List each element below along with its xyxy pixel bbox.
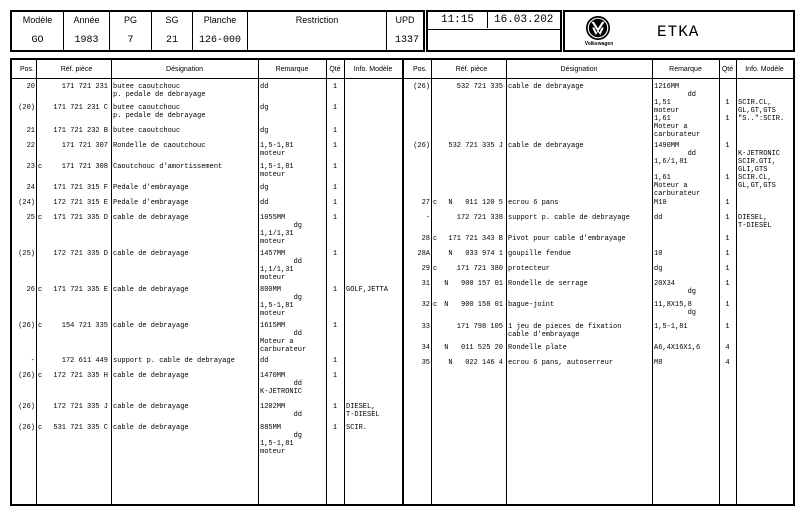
row-qte: 1 (332, 83, 338, 91)
left-header-info[interactable]: Info. Modèle (353, 66, 393, 73)
row-ref[interactable]: 532 721 335 J (448, 142, 503, 150)
row-pos: 26 (26, 286, 35, 294)
row-designation: cable de debrayage (113, 403, 189, 411)
row-pos: (26) (413, 83, 430, 91)
row-pos: 24 (26, 184, 35, 192)
row-flag: c (38, 163, 43, 171)
row-remarque: 10 (654, 250, 663, 258)
row-remarque: 1,5-1,81 moteur (260, 163, 294, 179)
column-divider (736, 60, 737, 504)
row-qte: 1 1 (725, 99, 730, 123)
planche-value[interactable]: 126-000 (198, 35, 241, 46)
row-ref[interactable]: 171 721 315 F (53, 184, 108, 192)
modele-label: Modèle (22, 15, 53, 25)
row-pos: 20 (26, 83, 35, 91)
pg-label: PG (123, 15, 137, 25)
row-qte: 1 (332, 104, 338, 112)
row-designation: cable de debrayage (113, 250, 189, 258)
column-divider (36, 60, 37, 504)
sg-label: SG (165, 15, 179, 25)
row-qte: 4 (725, 359, 730, 367)
right-header-designation[interactable]: Désignation (560, 66, 598, 73)
date-display: 16.03.202 (494, 14, 554, 26)
row-qte: 1 (725, 199, 730, 207)
row-qte: 1 (332, 372, 338, 380)
left-header-pos[interactable]: Pos. (19, 66, 34, 73)
row-designation: support p. cable de debrayage (113, 357, 235, 365)
row-ref[interactable]: 171 721 335 D (53, 214, 108, 222)
row-designation: cable de debrayage (508, 83, 584, 91)
row-designation: support p. cable de debrayage (508, 214, 630, 222)
clock-panel (426, 10, 562, 52)
row-info: SCIR. (346, 424, 368, 432)
row-pos: (26) (18, 372, 35, 380)
column-divider (344, 60, 345, 504)
row-ref[interactable]: 171 721 335 E (53, 286, 108, 294)
column-divider (506, 60, 507, 504)
row-qte: 1 (332, 142, 338, 150)
row-designation: 1 jeu de pieces de fixation cable d'embrayage (508, 323, 622, 339)
restriction-column (248, 12, 387, 50)
row-pos: 35 (421, 359, 430, 367)
row-pos: (26) (413, 142, 430, 150)
sg-value[interactable]: 21 (165, 35, 178, 46)
row-ref[interactable]: 531 721 335 C (53, 424, 108, 432)
left-header-qte[interactable]: Qté (329, 66, 341, 73)
row-remarque: M8 (654, 359, 663, 367)
row-pos: - (30, 357, 35, 365)
row-ref[interactable]: 172 721 315 E (53, 199, 108, 207)
row-designation: Rondelle de serrage (508, 280, 588, 288)
row-ref[interactable]: 171 721 343 B (448, 235, 503, 243)
modele-column (12, 12, 64, 50)
row-designation: butee caoutchouc (113, 127, 181, 135)
row-flag: c (38, 322, 43, 330)
clock-row (428, 12, 560, 30)
row-designation: cable de debrayage (113, 372, 189, 380)
volkswagen-logo-icon (585, 15, 611, 41)
annee-column (64, 12, 110, 50)
row-pos: (24) (18, 199, 35, 207)
row-flag: c (38, 214, 43, 222)
row-flag: c (433, 235, 438, 243)
row-ref[interactable]: 172 721 335 D (53, 250, 108, 258)
row-pos: (26) (18, 322, 35, 330)
row-qte: 1 (332, 322, 338, 330)
row-remarque: dd (260, 357, 269, 365)
annee-label: Année (73, 15, 100, 25)
row-pos: - (425, 214, 430, 222)
row-ref[interactable]: 171 721 380 (456, 265, 503, 273)
planche-column (193, 12, 248, 50)
right-header-pos[interactable]: Pos. (412, 66, 427, 73)
row-ref[interactable]: N 011 525 20 (444, 344, 503, 352)
row-flag: c (433, 265, 438, 273)
row-qte: 1 (332, 127, 338, 135)
row-ref[interactable]: 172 721 338 (456, 214, 503, 222)
row-qte: 4 (725, 344, 730, 352)
row-ref[interactable]: 172 721 335 H (53, 372, 108, 380)
brand-name: Volkswagen (584, 41, 614, 47)
row-qte: 1 (332, 357, 338, 365)
time-display: 11:15 (428, 12, 488, 28)
row-pos: 28A (417, 250, 430, 258)
row-designation: cable de debrayage (113, 214, 189, 222)
row-remarque: A6,4X16X1,6 (654, 344, 701, 352)
row-designation: cable de debrayage (113, 322, 189, 330)
row-remarque: dg (260, 104, 269, 112)
row-qte: 1 (725, 280, 730, 288)
parts-table (10, 58, 795, 506)
row-remarque: dd (654, 214, 663, 222)
row-flag: c (433, 199, 438, 207)
row-remarque: 11,8X15,8 dg (654, 301, 697, 317)
row-ref[interactable]: 171 721 231 (61, 83, 108, 91)
right-header-ref[interactable]: Réf. pièce (455, 66, 488, 73)
row-designation: Pedale d'embrayage (113, 184, 189, 192)
row-qte: 1 (725, 235, 730, 243)
row-ref[interactable]: N 011 120 5 (448, 199, 503, 207)
right-header-remarque[interactable]: Remarque (669, 66, 702, 73)
row-remarque: 1,5-1,81 moteur (260, 142, 294, 158)
right-header-info[interactable]: Info. Modèle (745, 66, 784, 73)
pg-column (110, 12, 152, 50)
row-remarque: 1202MM dd (260, 403, 303, 419)
row-remarque: 1457MM dd 1,1/1,31 moteur (260, 250, 303, 282)
row-qte: 1 (725, 301, 730, 309)
row-remarque: 1055MM dg 1,1/1,31 moteur (260, 214, 303, 246)
row-qte: 1 (332, 424, 338, 432)
row-remarque: dg (654, 265, 663, 273)
row-remarque: 1,5-1,81 (654, 323, 688, 331)
row-qte: 1 (332, 403, 338, 411)
row-ref[interactable]: 532 721 335 (456, 83, 503, 91)
row-remarque: 1470MM dd K-JETRONIC (260, 372, 303, 396)
row-designation: butee caoutchouc p. pedale de debrayage (113, 104, 206, 120)
sg-column (152, 12, 193, 50)
column-divider (111, 60, 112, 504)
row-flag: c (38, 424, 43, 432)
row-remarque: 800MM dg 1,5-1,81 moteur (260, 286, 303, 318)
row-flag: c (38, 286, 43, 294)
upd-value: 1337 (394, 35, 419, 46)
column-divider (258, 60, 259, 504)
row-pos: 31 (421, 280, 430, 288)
row-designation: cable de debrayage (508, 142, 584, 150)
row-qte: 1 (332, 250, 338, 258)
row-pos: 21 (26, 127, 35, 135)
row-qte: 1 (332, 163, 338, 171)
row-remarque: 1615MM dd Moteur a carburateur (260, 322, 307, 354)
row-qte: 1 (725, 214, 730, 222)
modele-value[interactable]: GO (31, 35, 44, 46)
row-ref[interactable]: N 900 157 01 (444, 280, 503, 288)
restriction-label: Restriction (295, 15, 339, 25)
row-designation: Pedale d'embrayage (113, 199, 189, 207)
row-pos: 23 (26, 163, 35, 171)
row-designation: butee caoutchouc p. pedale de debrayage (113, 83, 206, 99)
row-pos: 27 (421, 199, 430, 207)
app-title: ETKA (657, 23, 700, 41)
row-pos: 29 (421, 265, 430, 273)
row-ref[interactable]: N 900 158 01 (444, 301, 503, 309)
row-qte: 1 1 (725, 142, 730, 182)
right-header-qte[interactable]: Qté (721, 66, 734, 73)
row-designation: cable de debrayage (113, 424, 189, 432)
row-designation: ecrou 6 pans (508, 199, 559, 207)
row-qte: 1 (332, 184, 338, 192)
row-pos: 34 (421, 344, 430, 352)
row-pos: 28 (421, 235, 430, 243)
brand-panel (563, 10, 795, 52)
upd-label: UPD (395, 15, 415, 25)
row-ref[interactable]: 171 721 307 (61, 142, 108, 150)
planche-label: Planche (203, 15, 237, 25)
row-flag: c (38, 372, 43, 380)
row-designation: ecrou 6 pans, autoserreur (508, 359, 614, 367)
column-divider (652, 60, 653, 504)
row-remarque: dg (260, 184, 269, 192)
column-divider (431, 60, 432, 504)
row-designation: Rondelle plate (508, 344, 567, 352)
row-designation: protecteur (508, 265, 551, 273)
row-ref[interactable]: 171 721 231 C (53, 104, 108, 112)
upd-column (387, 12, 423, 50)
row-flag: c (433, 301, 438, 309)
row-qte: 1 (332, 214, 338, 222)
pg-value[interactable]: 7 (127, 35, 134, 46)
row-pos: 22 (26, 142, 35, 150)
row-ref[interactable]: 172 611 449 (61, 357, 108, 365)
row-qte: 1 (725, 323, 730, 331)
header-info-panel (10, 10, 425, 52)
row-qte: 1 (725, 250, 730, 258)
row-remarque: 1216MM dd 1,51 moteur 1,61 Moteur a carburateur (654, 83, 701, 139)
row-designation: bague-joint (508, 301, 555, 309)
row-designation: cable de debrayage (113, 286, 189, 294)
row-ref[interactable]: 171 721 232 B (53, 127, 108, 135)
row-pos: (26) (18, 424, 35, 432)
row-remarque: dd (260, 199, 269, 207)
row-designation: Rondelle de caoutchouc (113, 142, 206, 150)
row-qte: 1 (332, 286, 338, 294)
row-pos: (20) (18, 104, 35, 112)
row-qte: 1 (332, 199, 338, 207)
row-pos: 33 (421, 323, 430, 331)
row-pos: 25 (26, 214, 35, 222)
row-ref[interactable]: 171 721 308 (61, 163, 108, 171)
row-qte: 1 (725, 265, 730, 273)
row-remarque: M10 (654, 199, 667, 207)
row-designation: Pivot pour cable d'embrayage (508, 235, 626, 243)
row-pos: (26) (18, 403, 35, 411)
row-remarque: 20X34 dg (654, 280, 697, 296)
row-ref[interactable]: N 033 974 1 (448, 250, 503, 258)
row-info: K-JETRONIC SCIR.GTI, GLI,GTS SCIR.CL, GL,GT,GTS (738, 150, 781, 190)
row-info: DIESEL, T-DIESEL (738, 214, 772, 230)
row-ref[interactable]: 154 721 335 (61, 322, 108, 330)
row-info: DIESEL, T-DIESEL (346, 403, 380, 419)
row-pos: 32 (421, 301, 430, 309)
row-designation: Caoutchouc d'amortissement (113, 163, 223, 171)
row-info: GOLF,JETTA (346, 286, 389, 294)
row-remarque: dd (260, 83, 269, 91)
row-info: SCIR.CL, GL,GT,GTS "S..":SCIR. (738, 99, 785, 123)
left-header-ref[interactable]: Réf. pièce (60, 66, 93, 73)
row-ref[interactable]: 171 798 105 (456, 323, 503, 331)
row-ref[interactable]: 172 721 335 J (53, 403, 108, 411)
left-header-designation[interactable]: Désignation (166, 66, 203, 73)
row-remarque: dg (260, 127, 269, 135)
row-pos: (25) (18, 250, 35, 258)
left-header-remarque[interactable]: Remarque (275, 66, 309, 73)
row-remarque: 1490MM dd 1,6/1,81 1,61 Moteur a carburateur (654, 142, 701, 198)
row-ref[interactable]: N 022 146 4 (448, 359, 503, 367)
annee-value[interactable]: 1983 (74, 35, 99, 46)
row-designation: goupille fendue (508, 250, 572, 258)
row-remarque: 885MM dg 1,5-1,81 moteur (260, 424, 303, 456)
